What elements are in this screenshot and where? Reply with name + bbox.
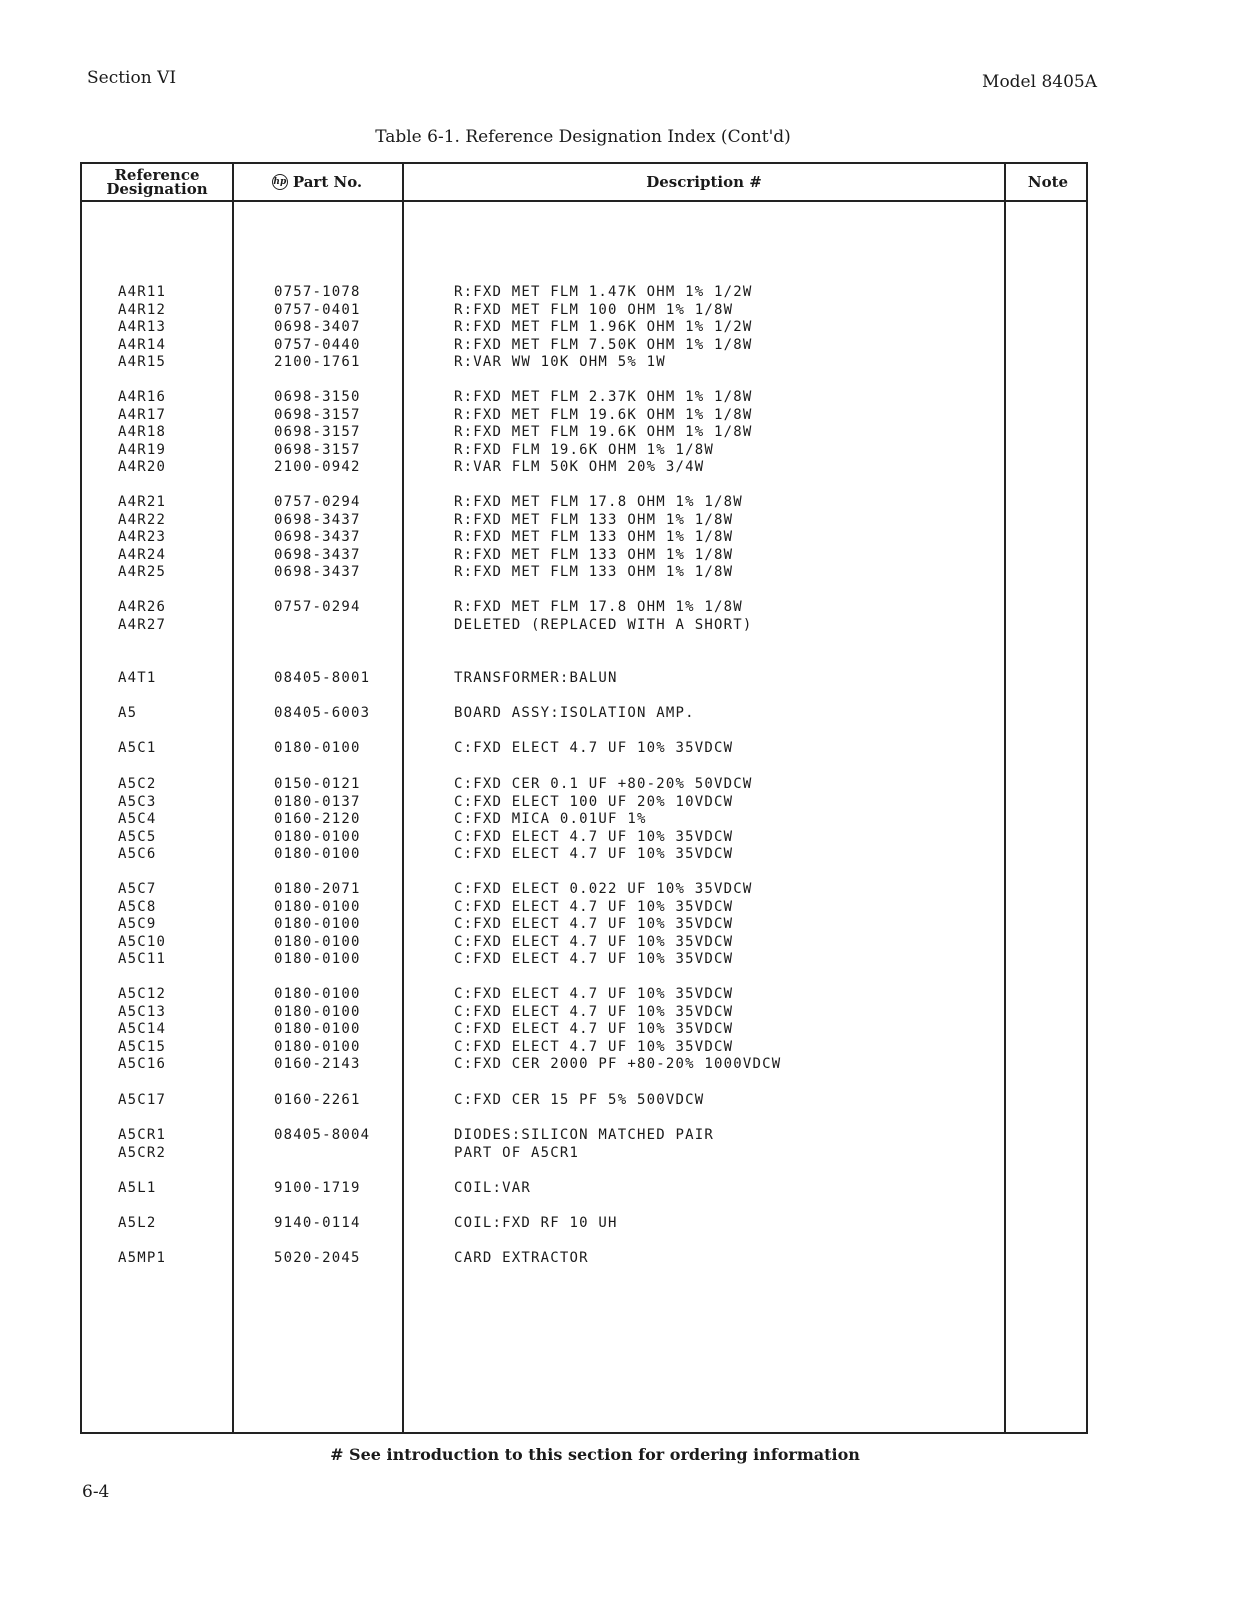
cell-ref: A5C2 [118,776,157,792]
table-row [82,1021,1086,1039]
cell-desc: C:FXD ELECT 4.7 UF 10% 35VDCW [454,828,734,845]
table-row [82,547,1086,565]
cell-ref: A4R13 [118,319,167,335]
cell-ref: A4T1 [118,670,157,686]
footnote: # See introduction to this section for ordering information [330,1445,860,1464]
cell-ref: A5C5 [118,828,157,845]
table-row [82,705,1086,723]
cell-part: 0698-3157 [274,424,361,440]
cell-part: 0698-3437 [274,564,361,580]
cell-ref: A4R26 [118,599,167,615]
table-row [82,794,1086,812]
cell-part: 0757-1078 [274,284,361,300]
cell-part: 0698-3157 [274,441,361,458]
cell-ref: A5C11 [118,951,167,967]
cell-desc: C:FXD ELECT 4.7 UF 10% 35VDCW [454,916,734,932]
table-row [82,1039,1086,1057]
cell-part: 5020-2045 [274,1250,361,1266]
header-part-label: Part No. [292,173,363,191]
table-row [82,337,1086,355]
cell-part: 0757-0294 [274,599,361,615]
cell-desc: C:FXD ELECT 0.022 UF 10% 35VDCW [454,881,753,897]
table-row [82,564,1086,582]
cell-part: 0180-0100 [274,951,361,967]
cell-desc: TRANSFORMER:BALUN [454,670,618,686]
table-row [82,934,1086,952]
table-row [82,1250,1086,1268]
cell-desc: C:FXD ELECT 4.7 UF 10% 35VDCW [454,740,734,756]
cell-desc: R:FXD MET FLM 133 OHM 1% 1/8W [454,529,734,545]
cell-ref: A4R15 [118,354,167,370]
cell-part: 0698-3437 [274,529,361,545]
cell-desc: C:FXD ELECT 4.7 UF 10% 35VDCW [454,1038,734,1055]
cell-part: 0698-3437 [274,546,361,563]
cell-desc: R:FXD MET FLM 133 OHM 1% 1/8W [454,511,734,528]
cell-ref: A5MP1 [118,1250,167,1266]
cell-part: 0180-0100 [274,898,361,915]
page-number: 6-4 [82,1482,110,1502]
cell-desc: COIL:VAR [454,1180,532,1196]
cell-ref: A4R17 [118,406,167,423]
cell-part: 0757-0401 [274,301,361,318]
cell-desc: C:FXD ELECT 4.7 UF 10% 35VDCW [454,898,734,915]
table-row [82,1004,1086,1022]
cell-part: 0160-2261 [274,1092,361,1108]
cell-desc: C:FXD ELECT 100 UF 20% 10VDCW [454,793,734,810]
cell-ref: A4R19 [118,441,167,458]
cell-desc: R:FXD MET FLM 19.6K OHM 1% 1/8W [454,424,753,440]
cell-part: 0180-0100 [274,846,361,862]
cell-ref: A5C1 [118,740,157,756]
cell-desc: R:FXD MET FLM 19.6K OHM 1% 1/8W [454,406,753,423]
cell-part: 0180-0100 [274,916,361,932]
table-row [82,829,1086,847]
table-row [82,284,1086,302]
table-row [82,302,1086,320]
cell-part: 0180-0100 [274,986,361,1002]
cell-ref: A5C17 [118,1092,167,1108]
table-row [82,599,1086,617]
cell-desc: C:FXD ELECT 4.7 UF 10% 35VDCW [454,846,734,862]
cell-ref: A5C4 [118,811,157,827]
table-row [82,319,1086,337]
cell-ref: A5C13 [118,1003,167,1020]
table-row [82,494,1086,512]
cell-desc: BOARD ASSY:ISOLATION AMP. [454,705,695,721]
cell-ref: A4R20 [118,459,167,475]
cell-part: 0180-0100 [274,1038,361,1055]
cell-part: 2100-1761 [274,354,361,370]
table-row [82,1092,1086,1110]
header-reference-designation [82,164,232,200]
cell-desc: C:FXD ELECT 4.7 UF 10% 35VDCW [454,933,734,950]
cell-part: 0698-3437 [274,511,361,528]
table-row [82,389,1086,407]
cell-part: 0180-0100 [274,1003,361,1020]
table-row [82,407,1086,425]
cell-desc: R:FXD MET FLM 1.96K OHM 1% 1/2W [454,319,753,335]
table-row [82,776,1086,794]
cell-ref: A4R21 [118,494,167,510]
table-row [82,916,1086,934]
cell-ref: A5L2 [118,1215,157,1231]
cell-part: 0180-0100 [274,933,361,950]
cell-ref: A5CR1 [118,1127,167,1143]
cell-part: 0698-3150 [274,389,361,405]
cell-part: 0180-0100 [274,740,361,756]
table-row [82,951,1086,969]
cell-ref: A4R23 [118,529,167,545]
table-row [82,512,1086,530]
table-row [82,740,1086,758]
cell-desc: R:FXD MET FLM 2.37K OHM 1% 1/8W [454,389,753,405]
table-row [82,846,1086,864]
cell-part: 08405-6003 [274,705,371,721]
cell-ref: A4R27 [118,617,167,633]
table-row [82,899,1086,917]
cell-ref: A5C14 [118,1021,167,1037]
cell-part: 0698-3157 [274,406,361,423]
cell-part: 0698-3407 [274,319,361,335]
cell-desc: R:VAR FLM 50K OHM 20% 3/4W [454,459,705,475]
cell-part: 2100-0942 [274,459,361,475]
cell-ref: A4R11 [118,284,167,300]
table-row [82,442,1086,460]
cell-ref: A4R24 [118,546,167,563]
cell-part: 0160-2143 [274,1056,361,1072]
cell-ref: A5C9 [118,916,157,932]
cell-desc: C:FXD ELECT 4.7 UF 10% 35VDCW [454,986,734,1002]
cell-part: 0160-2120 [274,811,361,827]
header-note: Note [1027,173,1069,191]
cell-desc: R:VAR WW 10K OHM 5% 1W [454,354,666,370]
cell-ref: A5C15 [118,1038,167,1055]
table-row [82,986,1086,1004]
cell-part: 0757-0440 [274,336,361,353]
cell-part: 0757-0294 [274,494,361,510]
cell-desc: R:FXD MET FLM 17.8 OHM 1% 1/8W [454,599,743,615]
cell-part: 0180-0100 [274,1021,361,1037]
cell-ref: A5C3 [118,793,157,810]
cell-part: 9140-0114 [274,1215,361,1231]
table-row [82,354,1086,372]
cell-desc: R:FXD MET FLM 133 OHM 1% 1/8W [454,546,734,563]
cell-desc: CARD EXTRACTOR [454,1250,589,1266]
cell-ref: A4R25 [118,564,167,580]
cell-ref: A5C6 [118,846,157,862]
cell-desc: R:FXD MET FLM 100 OHM 1% 1/8W [454,301,734,318]
table-row [82,670,1086,688]
cell-desc: C:FXD ELECT 4.7 UF 10% 35VDCW [454,1003,734,1020]
cell-part: 0180-0100 [274,828,361,845]
cell-ref: A5CR2 [118,1145,167,1161]
header-part-no [232,164,402,200]
cell-ref: A4R18 [118,424,167,440]
table-row [82,459,1086,477]
cell-ref: A5C8 [118,898,157,915]
table-row [82,529,1086,547]
cell-part: 08405-8001 [274,670,371,686]
cell-desc: R:FXD FLM 19.6K OHM 1% 1/8W [454,441,714,458]
table-row [82,1127,1086,1145]
reference-designation-table [80,162,1088,1434]
table-row [82,1145,1086,1163]
table-row [82,424,1086,442]
cell-ref: A4R14 [118,336,167,353]
table-row [82,811,1086,829]
hp-logo-icon: hp [272,174,288,190]
cell-ref: A5L1 [118,1180,157,1196]
cell-desc: COIL:FXD RF 10 UH [454,1215,618,1231]
cell-ref: A4R12 [118,301,167,318]
cell-ref: A5C12 [118,986,167,1002]
cell-desc: DIODES:SILICON MATCHED PAIR [454,1127,714,1143]
header-ref-line2: Designation [106,180,208,198]
cell-desc: C:FXD MICA 0.01UF 1% [454,811,647,827]
cell-desc: R:FXD MET FLM 17.8 OHM 1% 1/8W [454,494,743,510]
section-label: Section VI [87,68,177,88]
table-row [82,617,1086,635]
header-ref-line1: Reference [114,166,200,184]
cell-desc: PART OF A5CR1 [454,1145,580,1161]
model-label: Model 8405A [982,72,1097,92]
cell-ref: A4R16 [118,389,167,405]
cell-desc: DELETED (REPLACED WITH A SHORT) [454,617,753,633]
table-row [82,1180,1086,1198]
cell-desc: C:FXD ELECT 4.7 UF 10% 35VDCW [454,1021,734,1037]
cell-desc: R:FXD MET FLM 7.50K OHM 1% 1/8W [454,336,753,353]
cell-ref: A4R22 [118,511,167,528]
cell-desc: C:FXD CER 0.1 UF +80-20% 50VDCW [454,776,753,792]
table-row [82,881,1086,899]
cell-desc: C:FXD ELECT 4.7 UF 10% 35VDCW [454,951,734,967]
cell-desc: R:FXD MET FLM 133 OHM 1% 1/8W [454,564,734,580]
table-row [82,1056,1086,1074]
cell-part: 0150-0121 [274,776,361,792]
cell-part: 0180-0137 [274,793,361,810]
cell-desc: C:FXD CER 2000 PF +80-20% 1000VDCW [454,1056,782,1072]
cell-part: 08405-8004 [274,1127,371,1143]
cell-part: 9100-1719 [274,1180,361,1196]
cell-desc: C:FXD CER 15 PF 5% 500VDCW [454,1092,705,1108]
cell-ref: A5C7 [118,881,157,897]
cell-ref: A5C10 [118,933,167,950]
header-description: Description # [646,173,762,191]
table-caption: Table 6-1. Reference Designation Index (Cont'd) [375,127,791,147]
cell-desc: R:FXD MET FLM 1.47K OHM 1% 1/2W [454,284,753,300]
cell-part: 0180-2071 [274,881,361,897]
table-row [82,1215,1086,1233]
header-divider [82,200,1086,202]
cell-ref: A5 [118,705,138,721]
cell-ref: A5C16 [118,1056,167,1072]
